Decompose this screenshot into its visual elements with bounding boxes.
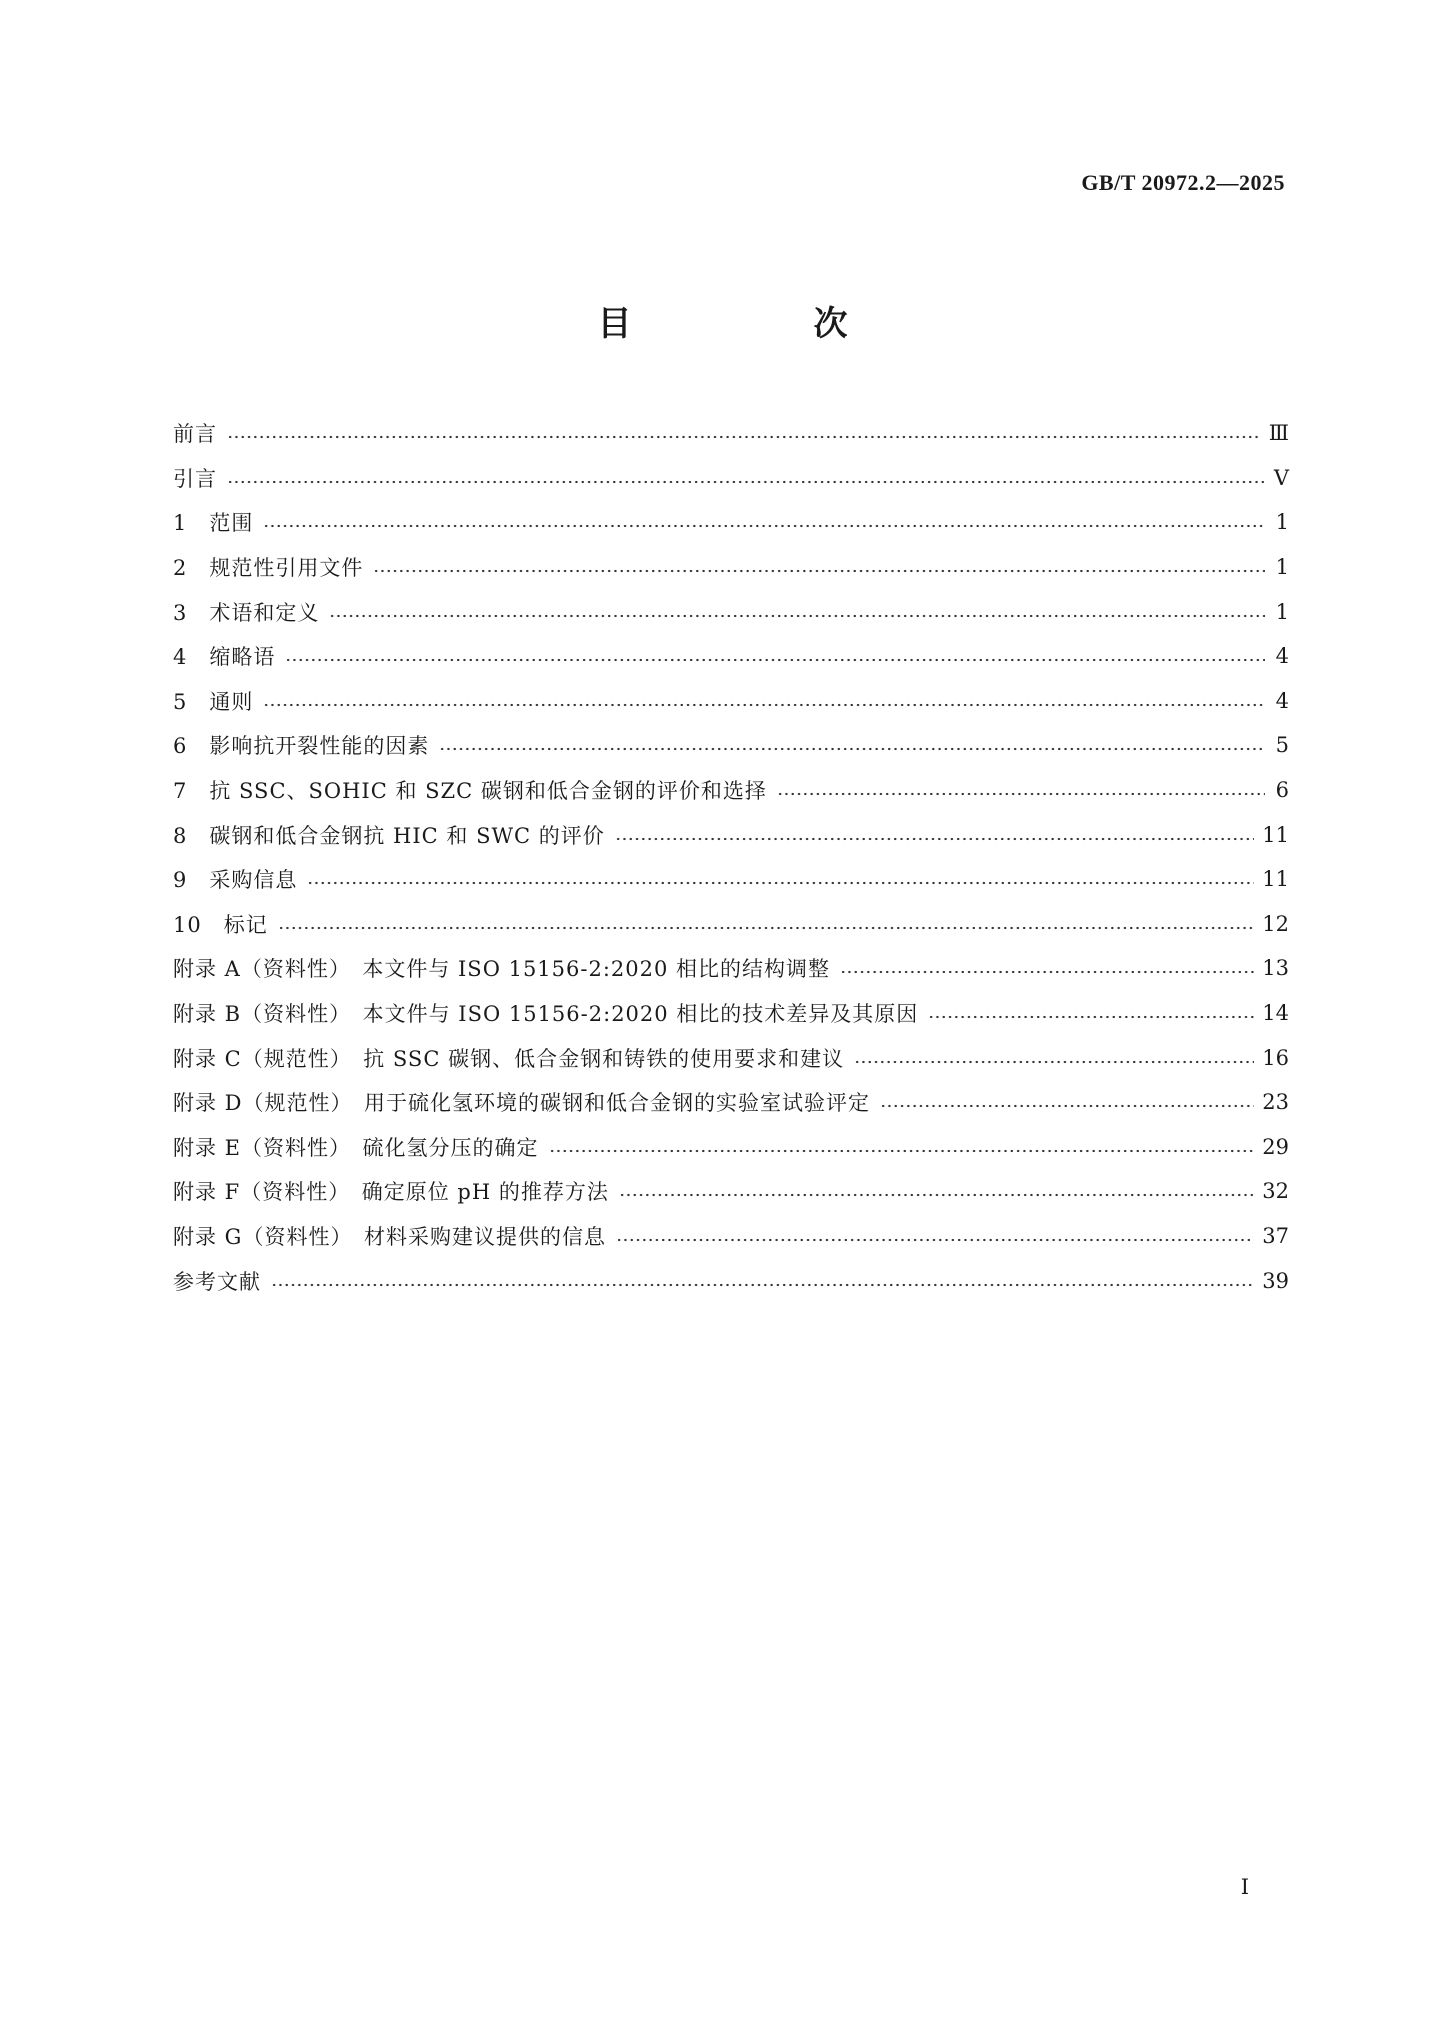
toc-entry-label: 附录 E（资料性） 硫化氢分压的确定 xyxy=(173,1135,539,1160)
toc-dot-leader xyxy=(278,926,1255,930)
toc-dot-leader xyxy=(549,1149,1255,1153)
toc-dot-leader xyxy=(271,1283,1254,1287)
toc-entry-page: 29 xyxy=(1262,1134,1289,1159)
toc-entry-label: 10 标记 xyxy=(173,912,268,937)
toc-entry-page: Ⅲ xyxy=(1268,421,1289,446)
toc-entry[interactable] xyxy=(173,946,1289,991)
page-title: 目 次 xyxy=(597,304,922,344)
page-number: Ⅰ xyxy=(1240,1875,1249,1899)
toc-dot-leader xyxy=(439,747,1265,751)
toc-entry-page: 13 xyxy=(1262,956,1289,981)
toc-entry[interactable] xyxy=(173,1125,1289,1170)
toc-entry-label: 附录 F（资料性） 确定原位 pH 的推荐方法 xyxy=(173,1180,609,1205)
toc-entry-page: 5 xyxy=(1275,733,1289,758)
toc-entry-page: 6 xyxy=(1275,778,1289,803)
toc-entry-label: 4 缩略语 xyxy=(173,645,276,670)
toc-dot-leader xyxy=(373,569,1265,573)
toc-entry-label: 参考文献 xyxy=(173,1269,261,1294)
toc-entry[interactable] xyxy=(173,723,1289,768)
toc-entry-page: 4 xyxy=(1275,644,1289,669)
toc-entry[interactable] xyxy=(173,1258,1289,1303)
toc-entry[interactable] xyxy=(173,679,1289,724)
toc-entry-label: 附录 D（规范性） 用于硫化氢环境的碳钢和低合金钢的实验室试验评定 xyxy=(173,1091,871,1116)
toc-entry-page: 12 xyxy=(1262,911,1289,936)
toc-entry-label: 5 通则 xyxy=(173,689,254,714)
toc-entry[interactable] xyxy=(173,634,1289,679)
toc-entry-page: 1 xyxy=(1275,599,1289,624)
toc-entry-page: 11 xyxy=(1262,867,1289,892)
toc-entry-label: 附录 A（资料性） 本文件与 ISO 15156-2:2020 相比的结构调整 xyxy=(173,957,831,982)
toc-entry[interactable] xyxy=(173,1169,1289,1214)
toc-entry[interactable] xyxy=(173,857,1289,902)
toc-entry[interactable] xyxy=(173,1080,1289,1125)
toc-dot-leader xyxy=(840,970,1254,974)
toc-dot-leader xyxy=(307,881,1254,885)
toc-entry[interactable] xyxy=(173,411,1289,456)
document-id: GB/T 20972.2—2025 xyxy=(1081,170,1285,195)
toc-entry[interactable] xyxy=(173,902,1289,947)
toc-entry-page: 4 xyxy=(1275,688,1289,713)
table-of-contents xyxy=(173,411,1289,1303)
toc-entry-label: 8 碳钢和低合金钢抗 HIC 和 SWC 的评价 xyxy=(173,823,605,848)
toc-entry-page: 11 xyxy=(1262,822,1289,847)
toc-entry-label: 9 采购信息 xyxy=(173,868,298,893)
toc-entry-page: 16 xyxy=(1262,1045,1289,1070)
toc-entry[interactable] xyxy=(173,991,1289,1036)
toc-entry-label: 附录 G（资料性） 材料采购建议提供的信息 xyxy=(173,1224,606,1249)
toc-dot-leader xyxy=(615,837,1254,841)
toc-entry-page: 37 xyxy=(1262,1223,1289,1248)
toc-entry-label: 附录 C（规范性） 抗 SSC 碳钢、低合金钢和铸铁的使用要求和建议 xyxy=(173,1046,845,1071)
toc-dot-leader xyxy=(329,614,1265,618)
toc-dot-leader xyxy=(854,1060,1254,1064)
toc-dot-leader xyxy=(227,480,1265,484)
toc-entry-label: 6 影响抗开裂性能的因素 xyxy=(173,734,430,759)
toc-entry-label: 附录 B（资料性） 本文件与 ISO 15156-2:2020 相比的技术差异及其原因 xyxy=(173,1002,919,1027)
toc-entry-page: Ⅴ xyxy=(1273,465,1289,490)
toc-entry[interactable] xyxy=(173,1214,1289,1259)
toc-entry[interactable] xyxy=(173,589,1289,634)
toc-entry-label: 2 规范性引用文件 xyxy=(173,556,364,581)
toc-dot-leader xyxy=(619,1193,1254,1197)
toc-entry-page: 14 xyxy=(1262,1001,1289,1026)
toc-entry-label: 前言 xyxy=(173,422,217,447)
toc-dot-leader xyxy=(227,435,1261,439)
toc-entry[interactable] xyxy=(173,500,1289,545)
toc-dot-leader xyxy=(616,1238,1254,1242)
toc-dot-leader xyxy=(263,703,1265,707)
toc-entry[interactable] xyxy=(173,456,1289,501)
toc-entry-page: 1 xyxy=(1275,510,1289,535)
toc-entry-label: 1 范围 xyxy=(173,511,254,536)
toc-dot-leader xyxy=(285,658,1265,662)
toc-dot-leader xyxy=(777,792,1265,796)
toc-entry[interactable] xyxy=(173,545,1289,590)
toc-dot-leader xyxy=(263,524,1265,528)
toc-entry-page: 32 xyxy=(1262,1179,1289,1204)
toc-entry-label: 7 抗 SSC、SOHIC 和 SZC 碳钢和低合金钢的评价和选择 xyxy=(173,779,767,804)
toc-entry-page: 39 xyxy=(1262,1268,1289,1293)
toc-entry-page: 1 xyxy=(1275,555,1289,580)
toc-entry-label: 3 术语和定义 xyxy=(173,600,320,625)
toc-entry-label: 引言 xyxy=(173,466,217,491)
toc-dot-leader xyxy=(880,1104,1254,1108)
toc-entry[interactable] xyxy=(173,812,1289,857)
toc-entry[interactable] xyxy=(173,1035,1289,1080)
toc-entry-page: 23 xyxy=(1262,1090,1289,1115)
toc-entry[interactable] xyxy=(173,768,1289,813)
toc-dot-leader xyxy=(928,1015,1254,1019)
